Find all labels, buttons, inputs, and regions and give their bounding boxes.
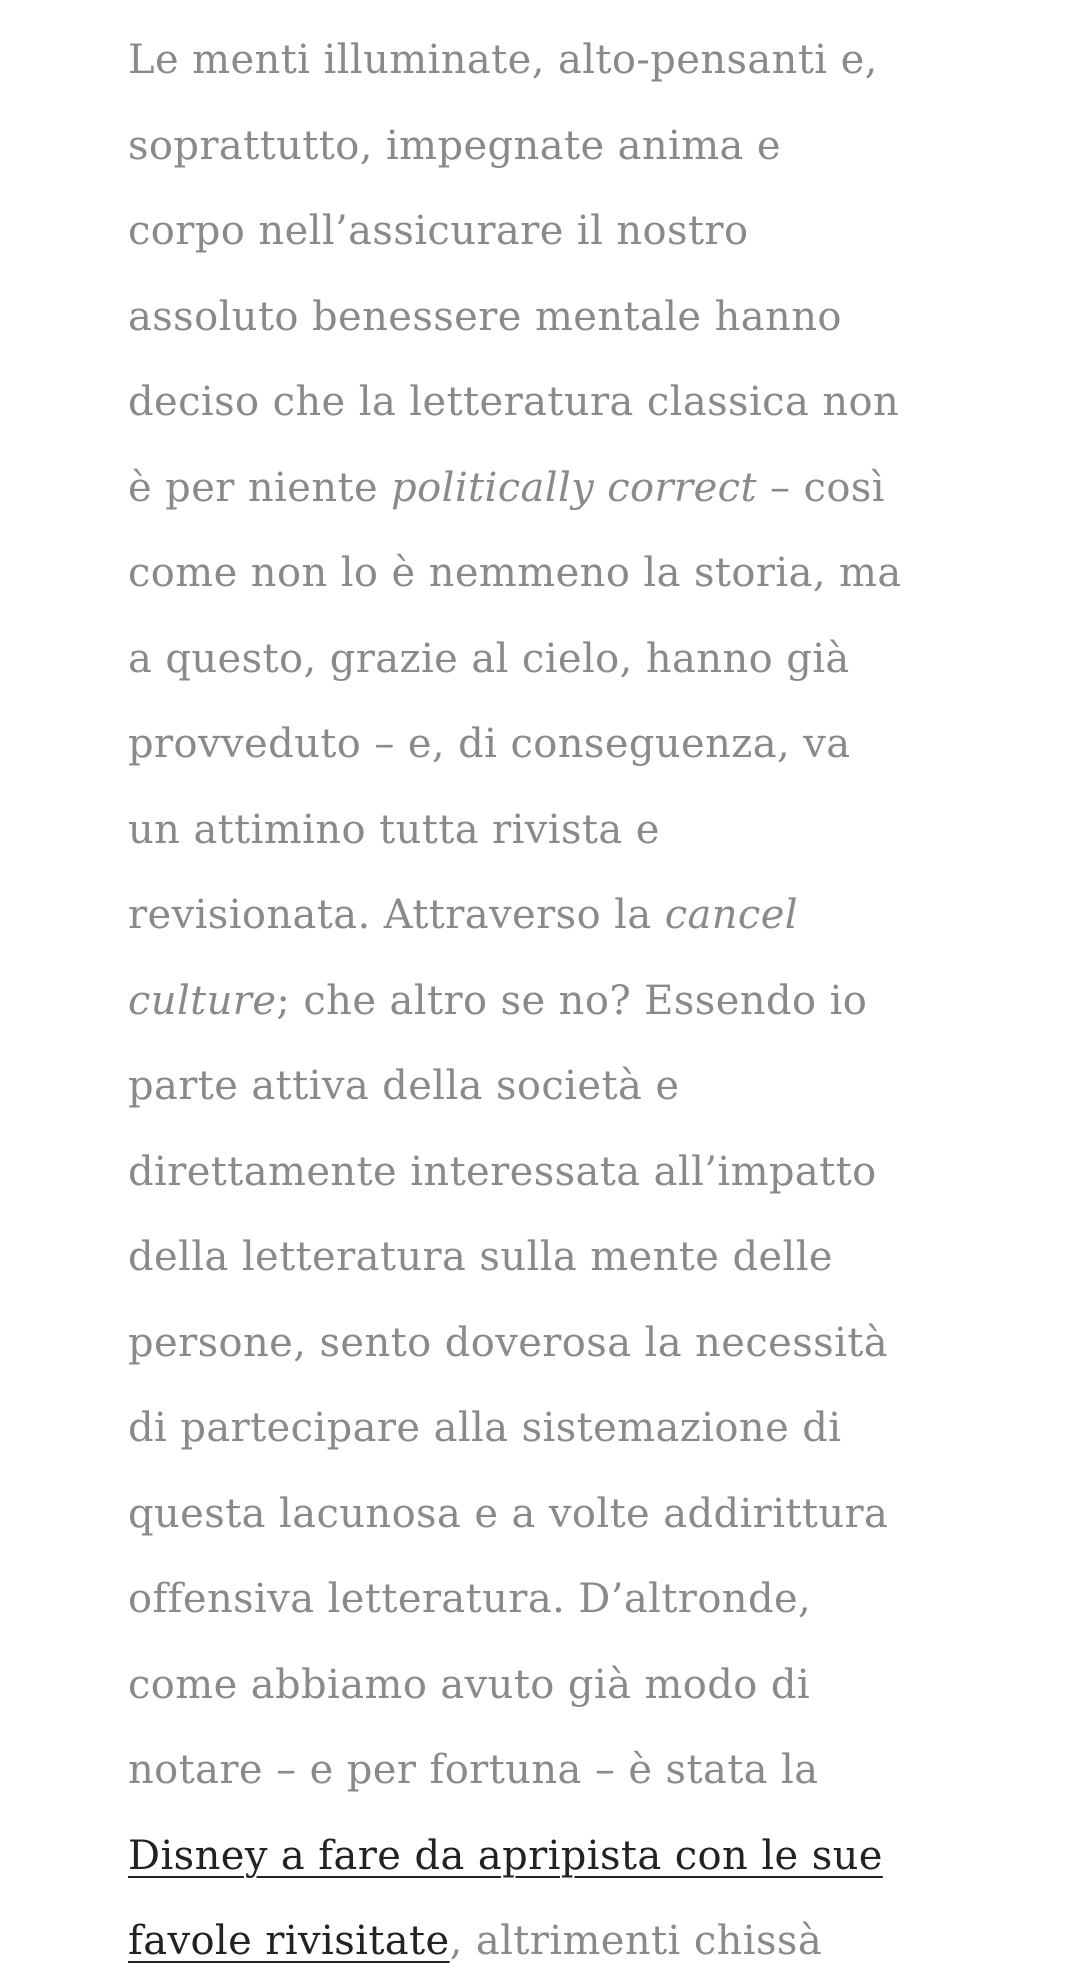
text-line: corpo nell’assicurare il nostro [128, 208, 749, 254]
text-line [128, 446, 968, 532]
text-line: come non lo è nemmeno la storia, ma [128, 550, 902, 596]
text-segment: , altrimenti chissà [449, 1918, 823, 1964]
text-line: questa lacunosa e a volte addirittura [128, 1490, 889, 1537]
italic-term-cancel: cancel [664, 892, 798, 938]
text-line: della letteratura sulla mente delle [128, 1234, 833, 1280]
text-segment: – così [756, 464, 885, 511]
text-segment: è per niente [128, 464, 392, 511]
italic-term-culture: culture [128, 977, 277, 1024]
text-line: direttamente interessata all’impatto [128, 1148, 877, 1195]
text-line: assoluto benessere mentale hanno [128, 293, 842, 340]
text-line: di partecipare alla sistemazione di [128, 1405, 842, 1451]
disney-link-continued[interactable]: favole rivisitate [128, 1918, 450, 1964]
text-segment: ; che altro se no? Essendo io [276, 977, 868, 1024]
text-line: a questo, grazie al cielo, hanno già [128, 635, 850, 682]
article-paragraph [128, 18, 968, 1985]
text-line: persone, sento doverosa la necessità [128, 1319, 888, 1366]
italic-term-politically-correct: politically correct [391, 464, 757, 511]
article-body [128, 18, 968, 1985]
text-line: offensiva letteratura. D’altronde, [128, 1576, 812, 1622]
text-line: Le menti illuminate, alto-pensanti e, [128, 37, 878, 83]
text-line [128, 959, 968, 1045]
text-line [128, 873, 968, 959]
text-line: soprattutto, impegnate anima e [128, 122, 781, 169]
disney-link[interactable]: Disney a fare da apripista con le sue [128, 1832, 883, 1879]
text-line: parte attiva della società e [128, 1063, 680, 1109]
text-segment: revisionata. Attraverso la [128, 892, 665, 938]
text-line [128, 1899, 968, 1985]
text-line [128, 1814, 968, 1900]
text-line: deciso che la letteratura classica non [128, 379, 900, 425]
text-line: come abbiamo avuto già modo di [128, 1661, 811, 1708]
text-line: notare – e per fortuna – è stata la [128, 1747, 819, 1793]
text-line: un attimino tutta rivista e [128, 806, 660, 853]
text-line: provveduto – e, di conseguenza, va [128, 721, 851, 767]
